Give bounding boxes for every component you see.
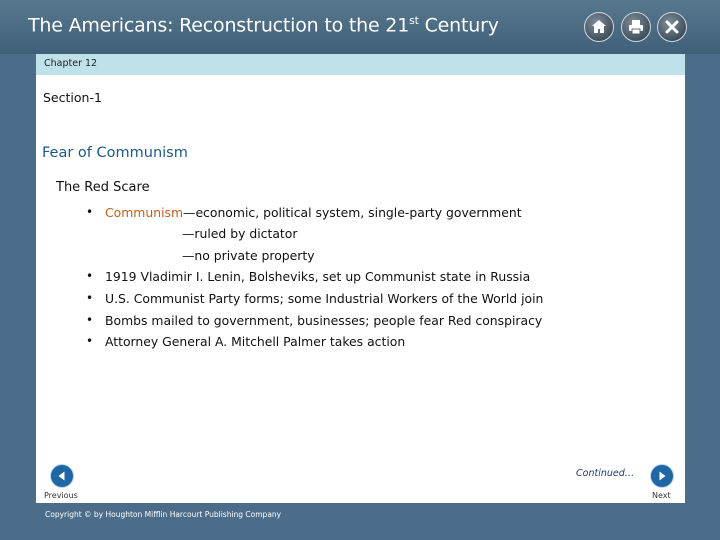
bullet-icon: • [86,291,94,305]
home-icon[interactable] [584,12,614,42]
section-label: Section-1 [43,90,102,105]
next-button[interactable] [650,464,674,488]
page-title: The Americans: Reconstruction to the 21st Century [28,14,499,37]
sub-line: —ruled by dictator [182,226,298,241]
previous-label[interactable]: Previous [44,491,78,500]
close-icon[interactable] [657,12,687,42]
arrow-left-icon [56,470,68,482]
list-item: Attorney General A. Mitchell Palmer takes action [105,334,406,349]
slide-content [36,75,685,503]
list-item: Bombs mailed to government, businesses; people fear Red conspiracy [105,313,543,328]
list-item: Communism—economic, political system, single-party government [105,205,522,220]
bullet-icon: • [86,205,94,219]
subheading: The Red Scare [56,180,150,195]
bullet-icon: • [86,269,94,283]
next-label[interactable]: Next [652,491,671,500]
footer-bar [36,503,685,526]
top-bar [0,0,720,54]
copyright-notice: Copyright © by Houghton Mifflin Harcourt Publishing Company [45,510,282,519]
previous-button[interactable] [50,464,74,488]
bullet-icon: • [86,334,94,348]
arrow-right-icon [656,470,668,482]
chapter-label: Chapter 12 [44,58,98,69]
continued-label: Continued… [576,468,635,479]
sub-line: —no private property [182,248,315,263]
list-item: U.S. Communist Party forms; some Industrial Workers of the World join [105,291,544,306]
slide-heading: Fear of Communism [42,145,188,161]
print-icon[interactable] [621,12,651,42]
list-item: 1919 Vladimir I. Lenin, Bolsheviks, set up Communist state in Russia [105,269,531,284]
bullet-icon: • [86,313,94,327]
key-term: Communism [105,205,184,220]
chapter-bar [36,54,685,75]
